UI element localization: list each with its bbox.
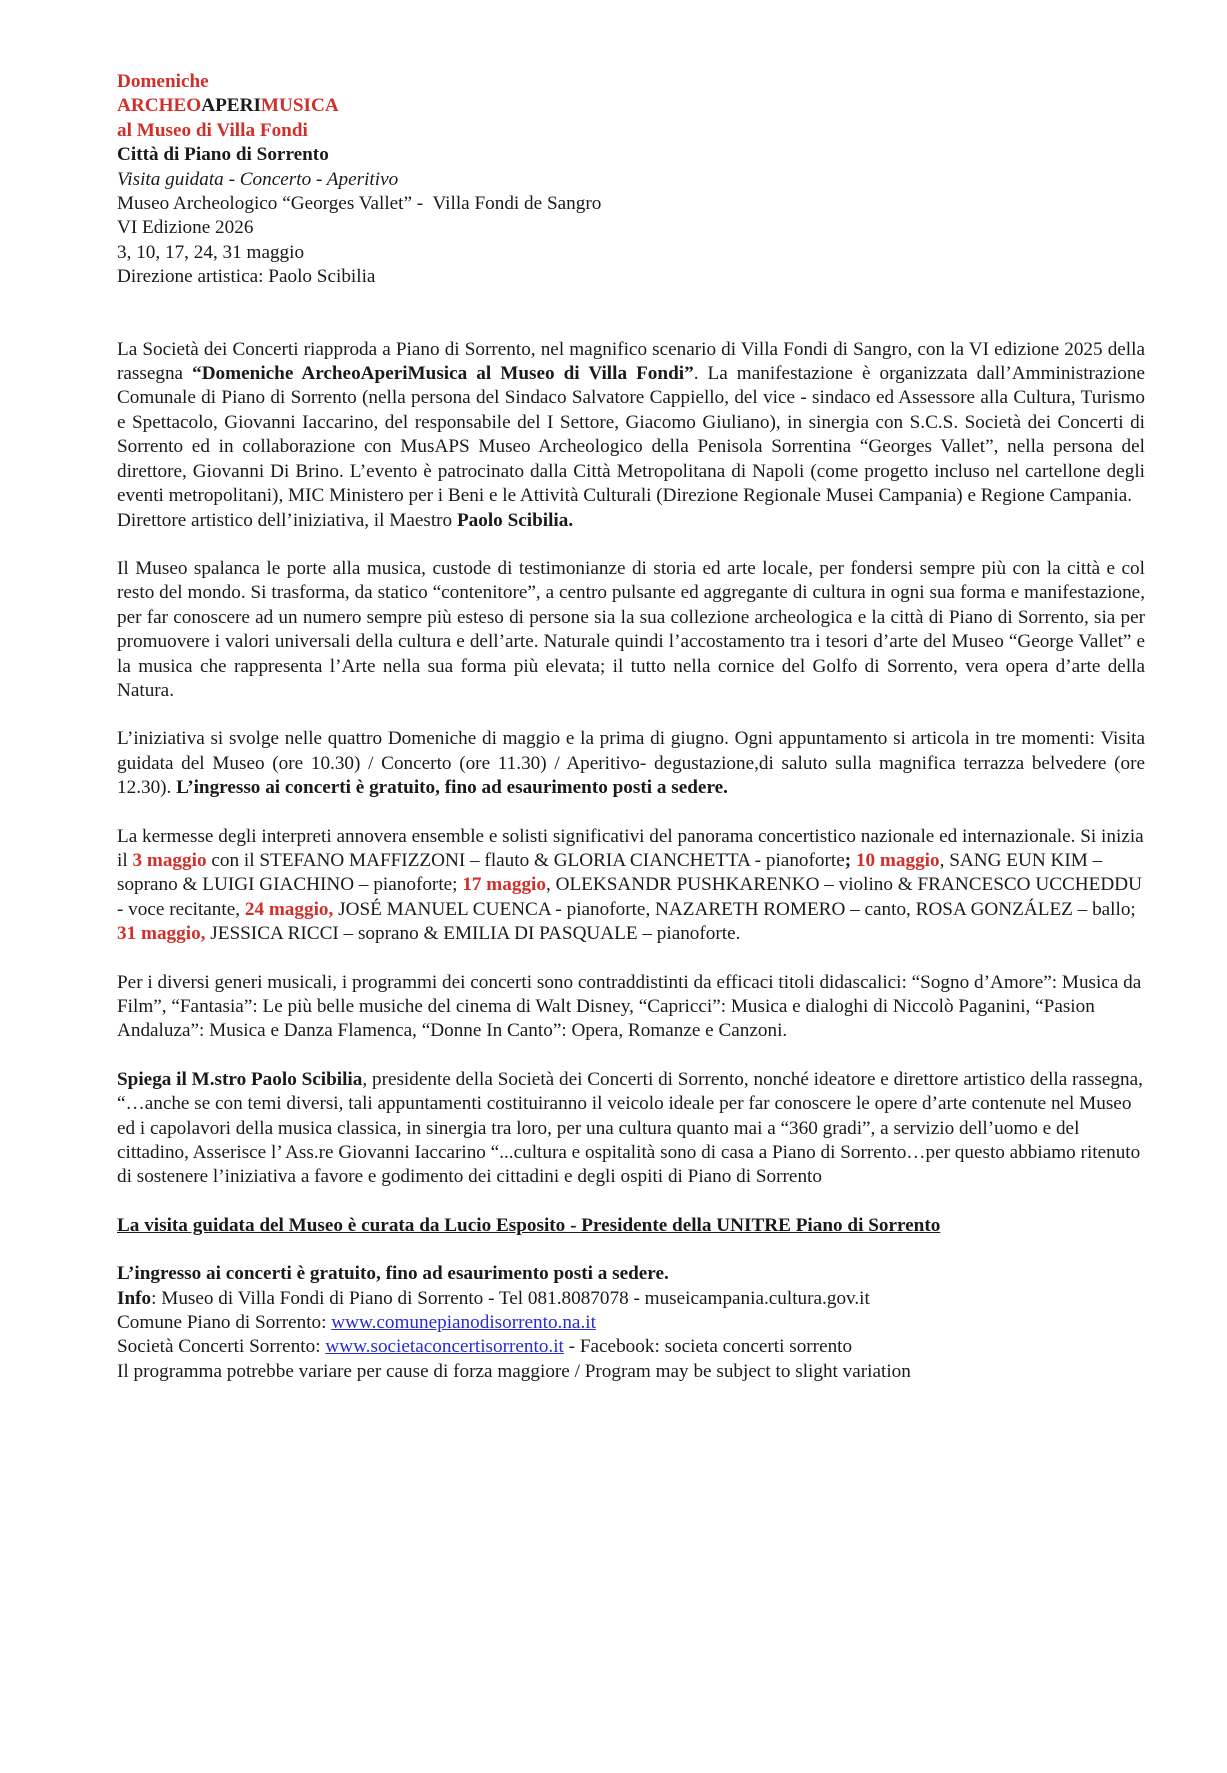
paragraph-director	[117, 509, 1145, 533]
paragraph-programs: Per i diversi generi musicali, i programmi dei concerti sono contraddistinti da efficaci titoli didascalici: “Sogno d’Amore”: Musica da Film”, “Fantasia”: Le più belle musiche del cinema di Walt Disney, “Capricci”: Musica e dialoghi di Niccolò Paganini, “Pasion Andaluza”: Musica e Danza Flamenca, “Donne In Canto”: Opera, Romanze e Canzoni.	[117, 971, 1142, 1042]
free-entry-notice: L’ingresso ai concerti è gratuito, fino ad esaurimento posti a sedere.	[176, 777, 728, 799]
performers-semicolon: ;	[844, 849, 852, 871]
edition: VI Edizione 2026	[117, 217, 254, 239]
comune-label: Comune Piano di Sorrento:	[117, 1312, 332, 1334]
date-3-maggio: 3 maggio	[132, 849, 207, 871]
paragraph-quote	[117, 1068, 1145, 1190]
schedule-text: L’iniziativa si svolge nelle quattro Domeniche di maggio e la prima di giugno. Ogni appuntamento si articola in tre momenti: Visita guidata del Museo (ore 10.30) / Concerto (ore 11.30) / Aperitivo- degustazione,di saluto sulla magnifica terrazza belvedere (ore 12.30).	[117, 728, 1145, 799]
performers-text-4: , OLEKSANDR PUSHKARENKO – violino & FRANCESCO UCCHEDDU - voce recitante,	[117, 874, 1142, 920]
footer-free-entry: L’ingresso ai concerti è gratuito, fino ad esaurimento posti a sedere.	[117, 1263, 669, 1285]
performers-text-5: JOSÉ MANUEL CUENCA - pianoforte, NAZARETH ROMERO – canto, ROSA GONZÁLEZ – ballo;	[333, 898, 1136, 920]
spacer	[117, 1190, 1145, 1214]
info-label: Info	[117, 1287, 152, 1309]
footer-info-line	[117, 1287, 1145, 1311]
dates: 3, 10, 17, 24, 31 maggio	[117, 241, 305, 263]
footer-societa-line	[117, 1335, 1145, 1359]
comune-website-link[interactable]: www.comunepianodisorrento.na.it	[331, 1312, 596, 1334]
date-24-maggio: 24 maggio,	[244, 898, 334, 920]
paragraph-schedule	[117, 727, 1145, 800]
performers-text-6: JESSICA RICCI – soprano & EMILIA DI PASQUALE – pianoforte.	[205, 923, 741, 945]
director-prefix: Direttore artistico dell’iniziativa, il Maestro	[117, 509, 457, 531]
date-31-maggio: 31 maggio,	[117, 923, 206, 945]
performers-text-2: con il STEFANO MAFFIZZONI – flauto & GLORIA CIANCHETTA - pianoforte	[206, 849, 845, 871]
quote-text: , presidente della Società dei Concerti di Sorrento, nonché ideatore e direttore artistico della rassegna, “…anche se con temi diversi, tali appuntamenti costituiranno il veicolo ideale per far conoscere le opere d’arte contenute nel Museo ed i capolavori della musica classica, in sinergia tra loro, per una cultura quanto mai a “360 gradi”, a servizio dell’uomo e del cittadino, Asserisce l’ Ass.re Giovanni Iaccarino “...cultura e ospitalità sono di casa a Piano di Sorrento…per questo abbiamo ritenuto di sostenere l’iniziativa a favore e godimento dei cittadini e degli ospiti di Piano di Sorrento	[117, 1068, 1143, 1188]
footer-disclaimer: Il programma potrebbe variare per cause di forza maggiore / Program may be subject to slight variation	[117, 1360, 911, 1382]
city-line: Città di Piano di Sorrento	[117, 144, 329, 166]
festival-name: “Domeniche ArcheoAperiMusica al Museo di Villa Fondi”	[192, 363, 694, 385]
spacer	[117, 947, 1145, 971]
spacer	[117, 801, 1145, 825]
spacer	[117, 533, 1145, 557]
title-musica: MUSICA	[260, 95, 339, 117]
societa-website-link[interactable]: www.societaconcertisorrento.it	[325, 1336, 564, 1358]
performers-text-3: , SANG EUN KIM – soprano & LUIGI GIACHINO – pianoforte;	[117, 849, 1103, 896]
intro-text-2: . La manifestazione è organizzata dall’Amministrazione Comunale di Piano di Sorrento (nella persona del Sindaco Salvatore Cappiello, del vice - sindaco ed Assessore alla Cultura, Turismo e Spettacolo, Giovanni Iaccarino, del responsabile del I Settore, Giacomo Giuliano), in sinergia con S.C.S. Società dei Concerti di Sorrento ed in collaborazione con MusAPS Museo Archeologico della Penisola Sorrentina “Georges Vallet”, nella persona del direttore, Giovanni Di Brino. L’evento è patrocinato dalla Città Metropolitana di Napoli (come progetto incluso nel cartellone degli eventi metropolitani), MIC Ministero per i Beni e le Attività Culturali (Direzione Regionale Musei Campania) e Regione Campania.	[117, 363, 1146, 507]
artistic-direction: Direzione artistica: Paolo Scibilia	[117, 266, 376, 288]
director-name: Paolo Scibilia.	[456, 509, 574, 531]
spacer	[117, 1044, 1145, 1068]
title-line-2	[117, 94, 1145, 118]
guided-visit-note: La visita guidata del Museo è curata da Lucio Esposito - Presidente della UNITRE Piano di Sorrento	[117, 1214, 941, 1236]
quote-speaker: Spiega il M.stro Paolo Scibilia	[117, 1068, 363, 1090]
paragraph-intro	[117, 338, 1145, 509]
date-10-maggio: 10 maggio	[851, 849, 940, 871]
intro-text-1: La Società dei Concerti riapproda a Piano di Sorrento, nel magnifico scenario di Villa Fondi di Sangro, con la VI edizione 2025 della rassegna	[117, 338, 1145, 385]
footer-info	[117, 1262, 1145, 1384]
spacer	[117, 703, 1145, 727]
paragraph-museum: Il Museo spalanca le porte alla musica, custode di testimonianze di storia ed arte locale, per fondersi sempre più con la città e col resto del mondo. Si trasforma, da statico “contenitore”, a centro pulsante ed aggregante di cultura in ogni sua forma e manifestazione, per far conoscere ad un numero sempre più esteso di persone sia la sua collezione archeologica e la città di Piano di Sorrento, sia per promuovere i valori universali della cultura e dell’arte. Naturale quindi l’accostamento tra i tesori d’arte del Museo “George Vallet” e la musica che rappresenta l’Arte nella sua forma più elevata; il tutto nella cornice del Golfo di Sorrento, vera opera d’arte della Natura.	[117, 557, 1145, 701]
info-text: : Museo di Villa Fondi di Piano di Sorrento - Tel 081.8087078 - museicampania.cultura.gov.it	[151, 1287, 870, 1309]
venue: Museo Archeologico “Georges Vallet” - Villa Fondi de Sangro	[117, 193, 602, 215]
societa-label: Società Concerti Sorrento:	[117, 1336, 326, 1358]
date-17-maggio: 17 maggio	[462, 874, 546, 896]
title-aperi: APERI	[201, 95, 261, 117]
facebook-text: - Facebook: societa concerti sorrento	[563, 1336, 853, 1358]
header-block	[117, 70, 1145, 290]
title-line-3: al Museo di Villa Fondi	[117, 119, 308, 141]
paragraph-performers	[117, 825, 1145, 947]
performers-text-1: La kermesse degli interpreti annovera ensemble e solisti significativi del panorama concertistico nazionale ed internazionale. Si inizia il	[117, 825, 1144, 871]
footer-comune-line	[117, 1311, 1145, 1335]
spacer	[117, 1238, 1145, 1262]
title-line-1: Domeniche	[117, 71, 209, 92]
document-page	[117, 70, 1145, 1384]
spacer	[117, 290, 1145, 338]
title-archeo: ARCHEO	[117, 95, 202, 117]
subtitle: Visita guidata - Concerto - Aperitivo	[117, 168, 399, 190]
